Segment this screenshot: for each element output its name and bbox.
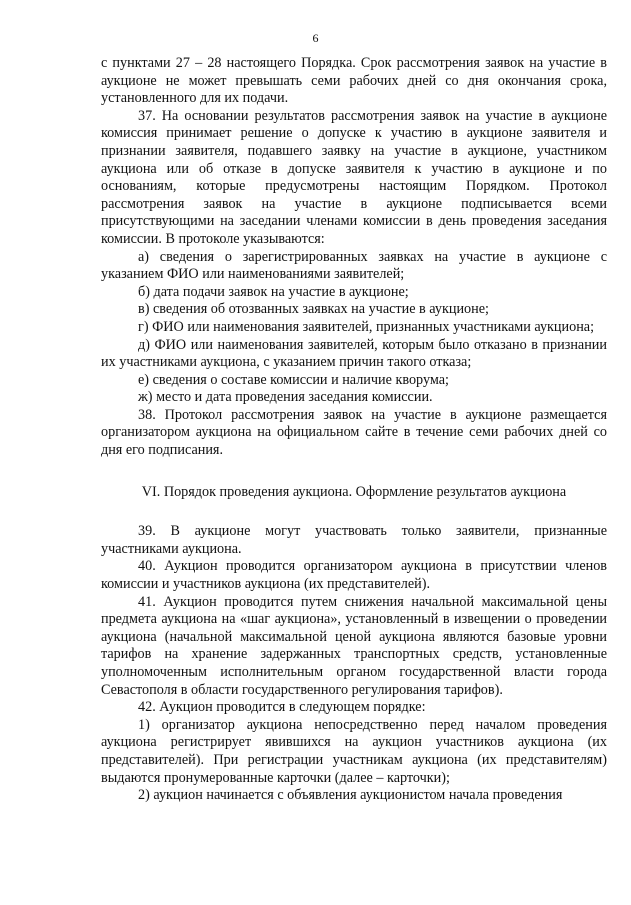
list-item: д) ФИО или наименования заявителей, которым было отказано в признании их участниками аукциона, с указанием причин такого отказа; bbox=[101, 336, 607, 371]
list-item: ж) место и дата проведения заседания комиссии. bbox=[138, 389, 433, 406]
paragraph: с пунктами 27 – 28 настоящего Порядка. Срок рассмотрения заявок на участие в аукционе не может превышать семи рабочих дней со дня окончания срока, установленного для их подачи. bbox=[101, 55, 607, 107]
list-item: в) сведения об отозванных заявках на участие в аукционе; bbox=[138, 301, 489, 318]
page-number: 6 bbox=[312, 31, 319, 45]
document-body bbox=[101, 55, 607, 805]
list-item: г) ФИО или наименования заявителей, признанных участниками аукциона; bbox=[138, 318, 595, 335]
paragraph: 40. Аукцион проводится организатором аукциона в присутствии членов комиссии и участников аукциона (их представителей). bbox=[101, 558, 607, 593]
section-heading: VI. Порядок проведения аукциона. Оформление результатов аукциона bbox=[141, 483, 567, 500]
list-item: 1) организатор аукциона непосредственно перед началом проведения аукциона регистрирует явившихся на аукцион участников аукциона (их представителей). При регистрации участникам аукциона (их представителям) выдаются пронумерованные карточки (далее – карточки); bbox=[101, 716, 607, 786]
paragraph: 38. Протокол рассмотрения заявок на участие в аукционе размещается организатором аукциона на официальном сайте в течение семи рабочих дней со дня его подписания. bbox=[101, 406, 607, 459]
paragraph: 42. Аукцион проводится в следующем порядке: bbox=[138, 699, 426, 716]
paragraph: 41. Аукцион проводится путем снижения начальной максимальной цены предмета аукциона на «шаг аукциона», установленный в извещении о проведении аукциона (начальной максимальной ценой аукциона являются базовые уровни тарифов на хранение задержанных транспортных средств, установленные уполномоченным исполнительным органом государственной власти города Севастополя в области государственного регулирования тарифов). bbox=[101, 593, 607, 698]
list-item: 2) аукцион начинается с объявления аукционистом начала проведения bbox=[138, 787, 563, 804]
list-item: е) сведения о составе комиссии и наличие кворума; bbox=[138, 371, 449, 388]
list-item: б) дата подачи заявок на участие в аукционе; bbox=[138, 283, 409, 300]
paragraph: 39. В аукционе могут участвовать только заявители, признанные участниками аукциона. bbox=[101, 523, 607, 557]
paragraph: 37. На основании результатов рассмотрения заявок на участие в аукционе комиссия принимает решение о допуске к участию в аукционе заявителя и признании заявителя, подавшего заявку на участие в аукционе, участником аукциона или об отказе в допуске заявителя к участию в аукционе и по основаниям, которые предусмотрены настоящим Порядком. Протокол рассмотрения заявок на участие в аукционе подписывается всеми присутствующими на заседании членами комиссии в день проведения заседания комиссии. В протоколе указываются: bbox=[101, 107, 607, 247]
list-item: а) сведения о зарегистрированных заявках на участие в аукционе с указанием ФИО или наименованиями заявителей; bbox=[101, 248, 607, 283]
